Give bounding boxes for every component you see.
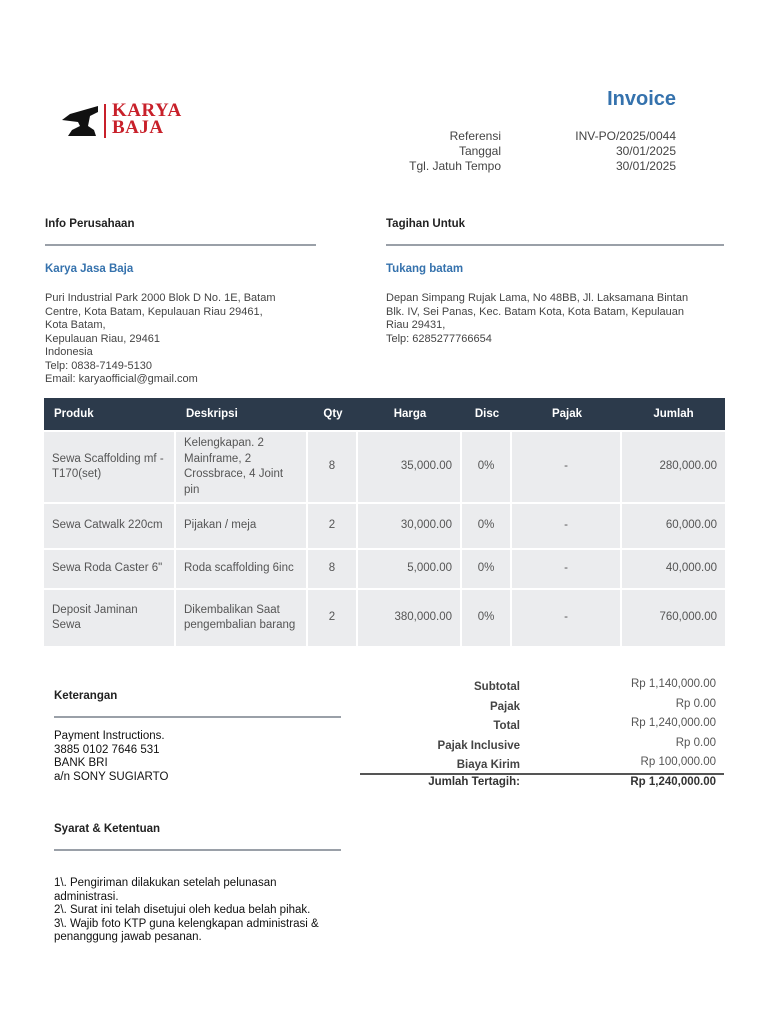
col-header-pajak: Pajak [512, 398, 622, 430]
col-header-harga: Harga [358, 398, 462, 430]
payment-instructions: Payment Instructions. 3885 0102 7646 531 BANK BRI a/n SONY SUGIARTO [54, 730, 169, 783]
invoice-meta-labels: Referensi Tanggal Tgl. Jatuh Tempo [409, 129, 501, 173]
terms-text: 1\. Pengiriman dilakukan setelah pelunasan administrasi. 2\. Surat ini telah disetujui oleh kedua belah pihak. 3\. Wajib foto KTP guna kelengkapan administrasi & penanggung jawab pesanan. [54, 877, 319, 943]
bill-to-name: Tukang batam [386, 263, 464, 275]
col-header-produk: Produk [44, 398, 176, 430]
table-row: Sewa Scaffolding mf - T170(set) Kelengkapan. 2 Mainframe, 2 Crossbrace, 4 Joint pin 8 35,000.00 0% - 280,000.00 [44, 430, 725, 502]
tax-value: Rp 0.00 [675, 697, 716, 710]
col-header-qty: Qty [308, 398, 358, 430]
col-header-disc: Disc [462, 398, 512, 430]
col-header-deskripsi: Deskripsi [176, 398, 308, 430]
company-info-heading: Info Perusahaan [45, 218, 135, 230]
subtotal-value: Rp 1,140,000.00 [630, 678, 716, 690]
bill-to-heading: Tagihan Untuk [386, 218, 466, 230]
tax-inclusive-value: Rp 0.00 [675, 736, 716, 749]
terms-heading: Syarat & Ketentuan [54, 823, 161, 835]
amount-due-label: Jumlah Tertagih: [428, 776, 520, 788]
divider [45, 244, 316, 246]
totals-values [631, 675, 716, 773]
invoice-due-date: 30/01/2025 [615, 159, 676, 173]
total-value: Rp 1,240,000.00 [630, 717, 716, 730]
shipping-value: Rp 100,000.00 [640, 756, 716, 769]
invoice-title: Invoice [607, 88, 676, 110]
company-name: Karya Jasa Baja [45, 263, 134, 275]
company-address: Puri Industrial Park 2000 Blok D No. 1E, Batam Centre, Kota Batam, Kepulauan Riau 29461, Kota Batam, Kepulauan Riau, 29461 Indonesia Telp: 0838-7149-5130 Email: karyaofficial@gmail.com [45, 292, 276, 385]
company-logo-text: KARYA BAJA [112, 100, 182, 138]
amount-due-value: Rp 1,240,000.00 [630, 776, 716, 788]
divider [54, 716, 341, 718]
items-table [44, 398, 725, 646]
col-header-jumlah: Jumlah [622, 398, 725, 430]
totals-divider [360, 773, 724, 775]
invoice-meta-values [575, 129, 676, 174]
divider [386, 244, 724, 246]
table-row: Sewa Catwalk 220cm Pijakan / meja 2 30,000.00 0% - 60,000.00 [44, 502, 725, 548]
divider [54, 849, 341, 851]
totals-labels: Subtotal Pajak Total Pajak Inclusive Biaya Kirim [437, 681, 520, 772]
notes-heading: Keterangan [54, 690, 118, 702]
table-row: Deposit Jaminan Sewa Dikembalikan Saat pengembalian barang 2 380,000.00 0% - 760,000.00 [44, 588, 725, 646]
bill-to-address: Depan Simpang Rujak Lama, No 48BB, Jl. Laksamana Bintan Blk. IV, Sei Panas, Kec. Batam Kota, Kota Batam, Kepulauan Riau 29431, Telp: 6285277766654 [386, 292, 689, 345]
table-row: Sewa Roda Caster 6" Roda scaffolding 6inc 8 5,000.00 0% - 40,000.00 [44, 548, 725, 588]
invoice-reference: INV-PO/2025/0044 [575, 129, 676, 143]
invoice-date: 30/01/2025 [615, 144, 676, 158]
table-header-row [44, 398, 725, 430]
